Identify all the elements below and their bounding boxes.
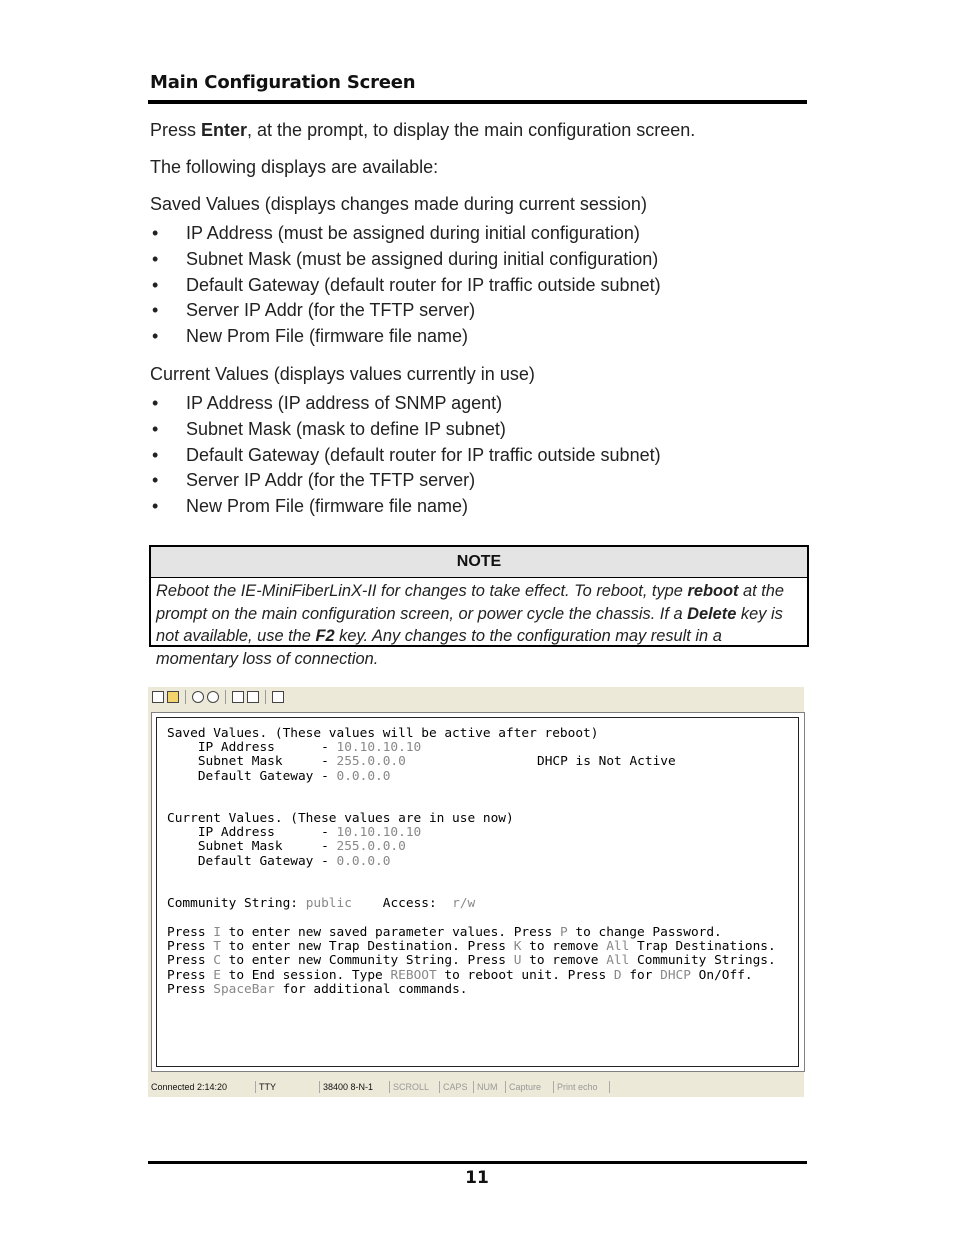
- page-number: 11: [465, 1168, 489, 1188]
- connect-phone-icon[interactable]: [192, 691, 204, 703]
- toolbar-separator: [265, 690, 266, 704]
- saved-values-block: Saved Values. (These values will be active after reboot) IP Address - 10.10.10.10 Subnet Mask - 255.0.0.0 Default Gateway - 0.0.0.0: [167, 726, 599, 784]
- terminal-toolbar: [148, 687, 804, 707]
- disconnect-icon[interactable]: [207, 691, 219, 703]
- list-item: • New Prom File (firmware file name): [152, 496, 469, 517]
- status-caps: CAPS: [440, 1081, 474, 1093]
- current-values-list: [150, 391, 661, 520]
- dhcp-status: DHCP is Not Active: [537, 754, 676, 769]
- properties-icon[interactable]: [272, 691, 284, 703]
- toolbar-separator: [185, 690, 186, 704]
- terminal-screen[interactable]: [156, 717, 799, 1067]
- status-scroll: SCROLL: [390, 1081, 440, 1093]
- list-item: • Default Gateway (default router for IP traffic outside subnet): [152, 444, 661, 465]
- status-capture: Capture: [506, 1081, 554, 1093]
- list-item: • IP Address (IP address of SNMP agent): [152, 393, 503, 413]
- status-mode: TTY: [256, 1081, 320, 1093]
- list-item: • IP Address (must be assigned during initial configuration): [152, 223, 640, 243]
- open-folder-icon[interactable]: [167, 691, 179, 703]
- status-print-echo: Print echo: [554, 1081, 610, 1093]
- list-item: • Default Gateway (default router for IP traffic outside subnet): [152, 274, 661, 295]
- current-values-title: Current Values (displays values currently in use): [150, 364, 535, 384]
- status-baud: 38400 8-N-1: [320, 1081, 390, 1093]
- list-item: • Server IP Addr (for the TFTP server): [152, 470, 476, 491]
- available-paragraph: The following displays are available:: [150, 157, 439, 177]
- new-file-icon[interactable]: [152, 691, 164, 703]
- status-num: NUM: [474, 1081, 506, 1093]
- note-title: NOTE: [151, 547, 807, 578]
- terminal-frame: [151, 712, 805, 1072]
- list-item: • Subnet Mask (mask to define IP subnet): [152, 418, 506, 439]
- footer-rule: [148, 1161, 807, 1164]
- section-heading: Main Configuration Screen: [150, 72, 416, 93]
- terminal-statusbar: [148, 1080, 804, 1094]
- list-item: • New Prom File (firmware file name): [152, 326, 469, 347]
- saved-values-list: [150, 221, 661, 350]
- status-connected: Connected 2:14:20: [148, 1081, 256, 1093]
- community-line: Community String: public Access: r/w: [167, 896, 476, 911]
- hyperterminal-screenshot: [148, 687, 804, 1097]
- command-help-block: Press I to enter new saved parameter values. Press P to change Password. Press T to enter new Trap Destination. Press K to remove All Trap Destinations. Press C to enter new Community String. Press U to remove All Community Strings. Press E to End session. Type REBOOT to reboot unit. Press D for DHCP On/Off. Press SpaceBar for additional commands.: [167, 925, 776, 997]
- receive-file-icon[interactable]: [247, 691, 259, 703]
- intro-paragraph: Press Enter, at the prompt, to display the main configuration screen.: [150, 120, 696, 140]
- current-values-block: Current Values. (These values are in use now) IP Address - 10.10.10.10 Subnet Mask - 255.0.0.0 Default Gateway - 0.0.0.0: [167, 811, 514, 869]
- list-item: • Subnet Mask (must be assigned during initial configuration): [152, 248, 659, 269]
- list-item: • Server IP Addr (for the TFTP server): [152, 300, 476, 321]
- note-text: Reboot the IE-MiniFiberLinX-II for changes to take effect. To reboot, type reboot at the prompt on the main configuration screen, or power cycle the chassis. If a Delete key is not available, use the F2 key. Any changes to the configuration may result in a momentary loss of connection.: [156, 582, 785, 668]
- note-box: [149, 545, 809, 668]
- toolbar-separator: [225, 690, 226, 704]
- heading-rule: [148, 100, 807, 104]
- saved-values-title: Saved Values (displays changes made during current session): [150, 194, 647, 214]
- send-file-icon[interactable]: [232, 691, 244, 703]
